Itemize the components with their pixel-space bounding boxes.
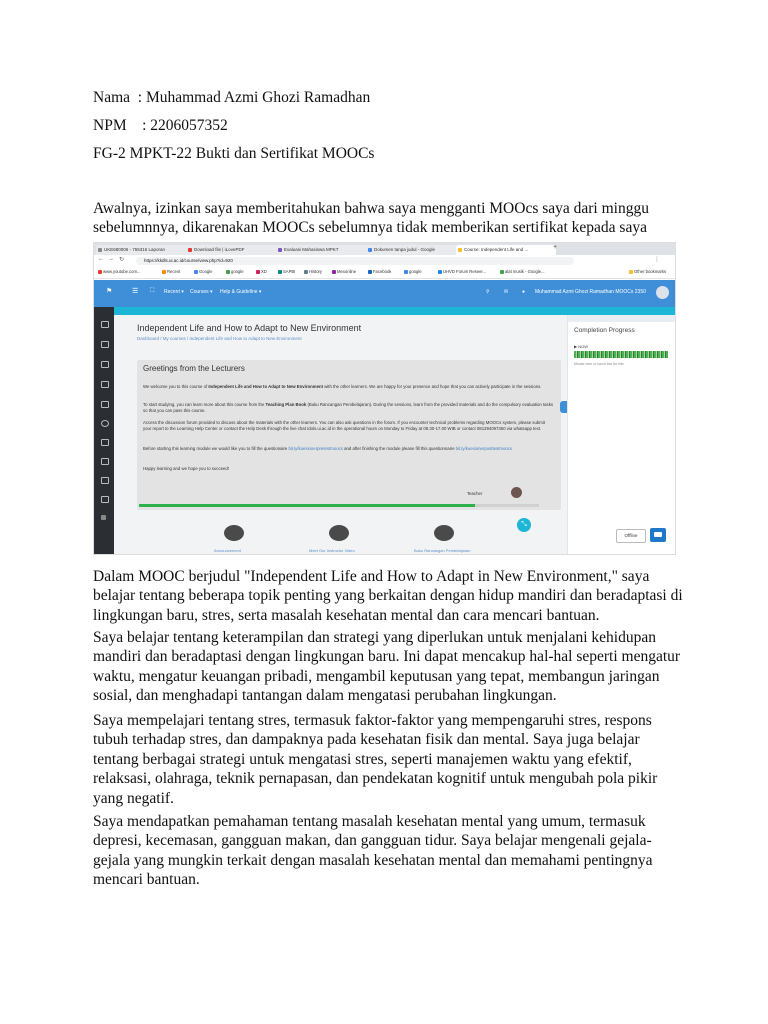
- left-sidebar: [94, 307, 114, 554]
- avatar[interactable]: [656, 286, 669, 299]
- expand-button[interactable]: ⤡: [517, 518, 531, 532]
- course-progress-fill: [139, 504, 475, 507]
- sidebar-folder-icon[interactable]: [101, 401, 109, 408]
- user-name[interactable]: Muhammad Azmi Ghozi Ramadhan MOOCs 2350: [535, 289, 646, 295]
- bookmark-item[interactable]: Facebook: [368, 269, 391, 274]
- menu-icon[interactable]: ⋮: [654, 257, 660, 263]
- completion-progress-bar[interactable]: [574, 351, 668, 358]
- paragraph-2: Saya belajar tentang keterampilan dan strategi yang diperlukan untuk menjalani kehidupan mandiri dan beradaptasi dengan lingkungan baru. Ini dapat mencakup hal-hal seperti mengatur waktu, mengatur keuangan pribadi, mengambil keputusan yang tepat, membangun jaringan sosial, dan menghadapi tantangan dalam mengatasi perubahan lingkungan.: [93, 629, 681, 705]
- back-icon[interactable]: ←: [98, 256, 104, 262]
- teacher-avatar[interactable]: [511, 487, 522, 498]
- sidebar-home-icon[interactable]: [101, 439, 109, 446]
- hamburger-icon[interactable]: ☰: [132, 288, 139, 295]
- browser-tab[interactable]: Dokumen tanpa judul - Google: [366, 245, 459, 255]
- browser-tab-active[interactable]: Course: Independent Life and ...: [456, 245, 556, 255]
- offline-button[interactable]: Offline: [616, 529, 646, 543]
- browser-tab[interactable]: Download file | iLovePDF: [186, 245, 279, 255]
- greetings-card: [137, 360, 561, 510]
- breadcrumb[interactable]: Dashboard / My courses / Independent Life and How to Adapt to New Environment: [137, 336, 302, 341]
- subject-line: FG-2 MPKT-22 Bukti dan Sertifikat MOOCs: [93, 145, 375, 162]
- teacher-label: Teacher: [467, 491, 483, 496]
- drawer-header: [568, 315, 676, 322]
- moodle-top-nav: [94, 280, 675, 307]
- search-icon[interactable]: ⚲: [486, 289, 490, 295]
- video-tile-icon[interactable]: [329, 525, 349, 541]
- drawer-toggle[interactable]: [560, 401, 567, 413]
- bookmark-item[interactable]: google: [226, 269, 244, 274]
- completion-progress-title: Completion Progress: [574, 327, 635, 334]
- nav-recent[interactable]: Recent ▾: [164, 289, 184, 295]
- bookmark-item[interactable]: www.youtube.com...: [98, 269, 140, 274]
- url-field[interactable]: https://kkdls.ui.ac.id/course/view.php?id=920: [136, 257, 574, 265]
- reload-icon[interactable]: ↻: [119, 257, 125, 263]
- bookmark-item[interactable]: Google: [194, 269, 213, 274]
- chat-icon[interactable]: ✉: [504, 289, 509, 295]
- course-progress-bar: [139, 504, 539, 507]
- tile-label[interactable]: Buku Rancangan Pembelajaran: [414, 548, 471, 553]
- header-accent-bar: [114, 307, 675, 315]
- greetings-paragraph: Happy learning and we hope you to succeed!: [143, 466, 229, 471]
- browser-tab[interactable]: Evaluasi Mahasiswa MPKT: [276, 245, 369, 255]
- right-sidebar: [567, 315, 676, 554]
- sidebar-more-icon[interactable]: [101, 515, 106, 520]
- plan-book-tile-icon[interactable]: [434, 525, 454, 541]
- bookmark-item[interactable]: alat musik - Google...: [500, 269, 545, 274]
- completion-now-label: ▶ NOW: [574, 344, 588, 349]
- paragraph-3: Saya mempelajari tentang stres, termasuk faktor-faktor yang mempengaruhi stres, respons tubuh terhadap stres, dan dampaknya pada kesehatan fisik dan mental. Saya juga belajar tentang berbagai strategi untuk mengatasi stres, seperti manajemen waktu yang efektif, relaksasi, olahraga, teknik pernapasan, dan pendekatan kognitif untuk mengubah pola pikir yang negatif.: [93, 712, 658, 807]
- address-bar-row: [94, 255, 675, 266]
- course-main: [114, 315, 567, 554]
- name-label: Nama: [93, 89, 131, 106]
- tile-label[interactable]: Announcement: [214, 548, 241, 553]
- bell-icon[interactable]: ●: [522, 289, 526, 295]
- name-line: [93, 88, 370, 108]
- greetings-paragraph: We welcome you to this course of Independent Life and How to Adapt to New Environment with the other learners. We are happy for your presence and hope that you can actively participate in the sessions.: [143, 384, 542, 389]
- intro-paragraph: Awalnya, izinkan saya memberitahukan bahwa saya mengganti MOOcs saya dari minggu sebelumnnya, dikarenakan MOOCs sebelumnya tidak memberikan sertifikat kepada saya: [93, 200, 649, 237]
- bookmark-item[interactable]: Mexonline: [332, 269, 356, 274]
- sidebar-courses-icon[interactable]: [101, 496, 109, 503]
- paragraph-1: Dalam MOOC berjudul "Independent Life and How to Adapt in New Environment," saya belajar tentang beberapa topik penting yang berkaitan dengan hidup mandiri dan beradaptasi di lingkungan baru, stres, serta masalah kesehatan mental dan cara mencari bantuan.: [93, 568, 683, 624]
- mooc-screenshot: [93, 242, 676, 555]
- sidebar-folder-icon[interactable]: [101, 361, 109, 368]
- fullscreen-icon[interactable]: ⛶: [150, 288, 155, 294]
- sidebar-folder-icon[interactable]: [101, 381, 109, 388]
- tile-label[interactable]: Meet Our Instructor Video: [309, 548, 355, 553]
- paragraph-4: Saya mendapatkan pemahaman tentang masalah kesehatan mental yang umum, termasuk depresi, kecemasan, gangguan makan, dan gangguan tidur. Saya belajar mengenali gejala-gejala yang mungkin terkait dengan masalah kesehatan mental dan memahami pentingnya mencari bantuan.: [93, 813, 653, 889]
- bookmarks-bar: [94, 266, 675, 279]
- completion-hint: Mouse over or touch bar for info.: [574, 362, 625, 366]
- posttest-link[interactable]: bit.ly/kuesionerposttestmoocs: [455, 446, 513, 451]
- greetings-title: Greetings from the Lecturers: [143, 364, 245, 373]
- announcement-tile-icon[interactable]: [224, 525, 244, 541]
- greetings-paragraph: Access the discussion forum provided to discuss about the materials with the other learners. You can also ask questions in the forum. If you encounter technical problems regarding MOOCs system, please submit your report to the Learning Help Center or contact the Help Desk through the live chat Idols.ui.ac.id in the operational hours on Monday to Friday at 08.30-17.00 WIB or contact 081294097360 via whatsapp text.: [143, 420, 545, 431]
- bookmark-item[interactable]: Recent: [162, 269, 180, 274]
- npm-line: [93, 116, 228, 136]
- bookmark-item[interactable]: google: [404, 269, 422, 274]
- nav-help[interactable]: Help & Guideline ▾: [220, 289, 262, 295]
- logo-icon[interactable]: ⚑: [106, 288, 113, 295]
- new-tab-icon[interactable]: +: [553, 244, 558, 251]
- pretest-link[interactable]: bit.ly/kuesionerpretestmoocs: [288, 446, 343, 451]
- sidebar-dashboard-icon[interactable]: [101, 420, 109, 427]
- bookmark-item[interactable]: UHVD Forum Reseer...: [438, 269, 486, 274]
- name-value: : Muhammad Azmi Ghozi Ramadhan: [137, 89, 371, 106]
- greetings-paragraph: To start studying, you can learn more about this course from the Teaching Plan Book (Buku Rancangan Pembelajaran). During the sessions, learn from the provided materials and do the compulsory evaluation tasks so that you can pass this course.: [143, 402, 554, 413]
- forward-icon[interactable]: →: [108, 256, 114, 262]
- sidebar-files-icon[interactable]: [101, 477, 109, 484]
- nav-courses[interactable]: Courses ▾: [190, 289, 213, 295]
- browser-tab-bar: [94, 243, 675, 255]
- bookmark-item[interactable]: History: [304, 269, 322, 274]
- chat-button[interactable]: [650, 528, 666, 542]
- sidebar-calendar-icon[interactable]: [101, 458, 109, 465]
- course-title: Independent Life and How to Adapt to New Environment: [137, 323, 362, 333]
- npm-value: : 2206057352: [142, 117, 228, 134]
- browser-tab[interactable]: UKE680006 - 755316 Laporan: [96, 245, 189, 255]
- greetings-paragraph: Before starting this learning module we would like you to fill the questionaire bit.ly/kuesionerpretestmoocs and after finishing the module please fill this questionnaire bit.ly/kuesionerposttestmoocs: [143, 446, 513, 451]
- npm-label: NPM: [93, 117, 127, 134]
- bookmark-item[interactable]: SAPBI: [278, 269, 295, 274]
- bookmark-item[interactable]: XD: [256, 269, 267, 274]
- sidebar-folder-icon[interactable]: [101, 341, 109, 348]
- bookmark-item[interactable]: Other bookmarks: [629, 269, 666, 274]
- sidebar-folder-icon[interactable]: [101, 321, 109, 328]
